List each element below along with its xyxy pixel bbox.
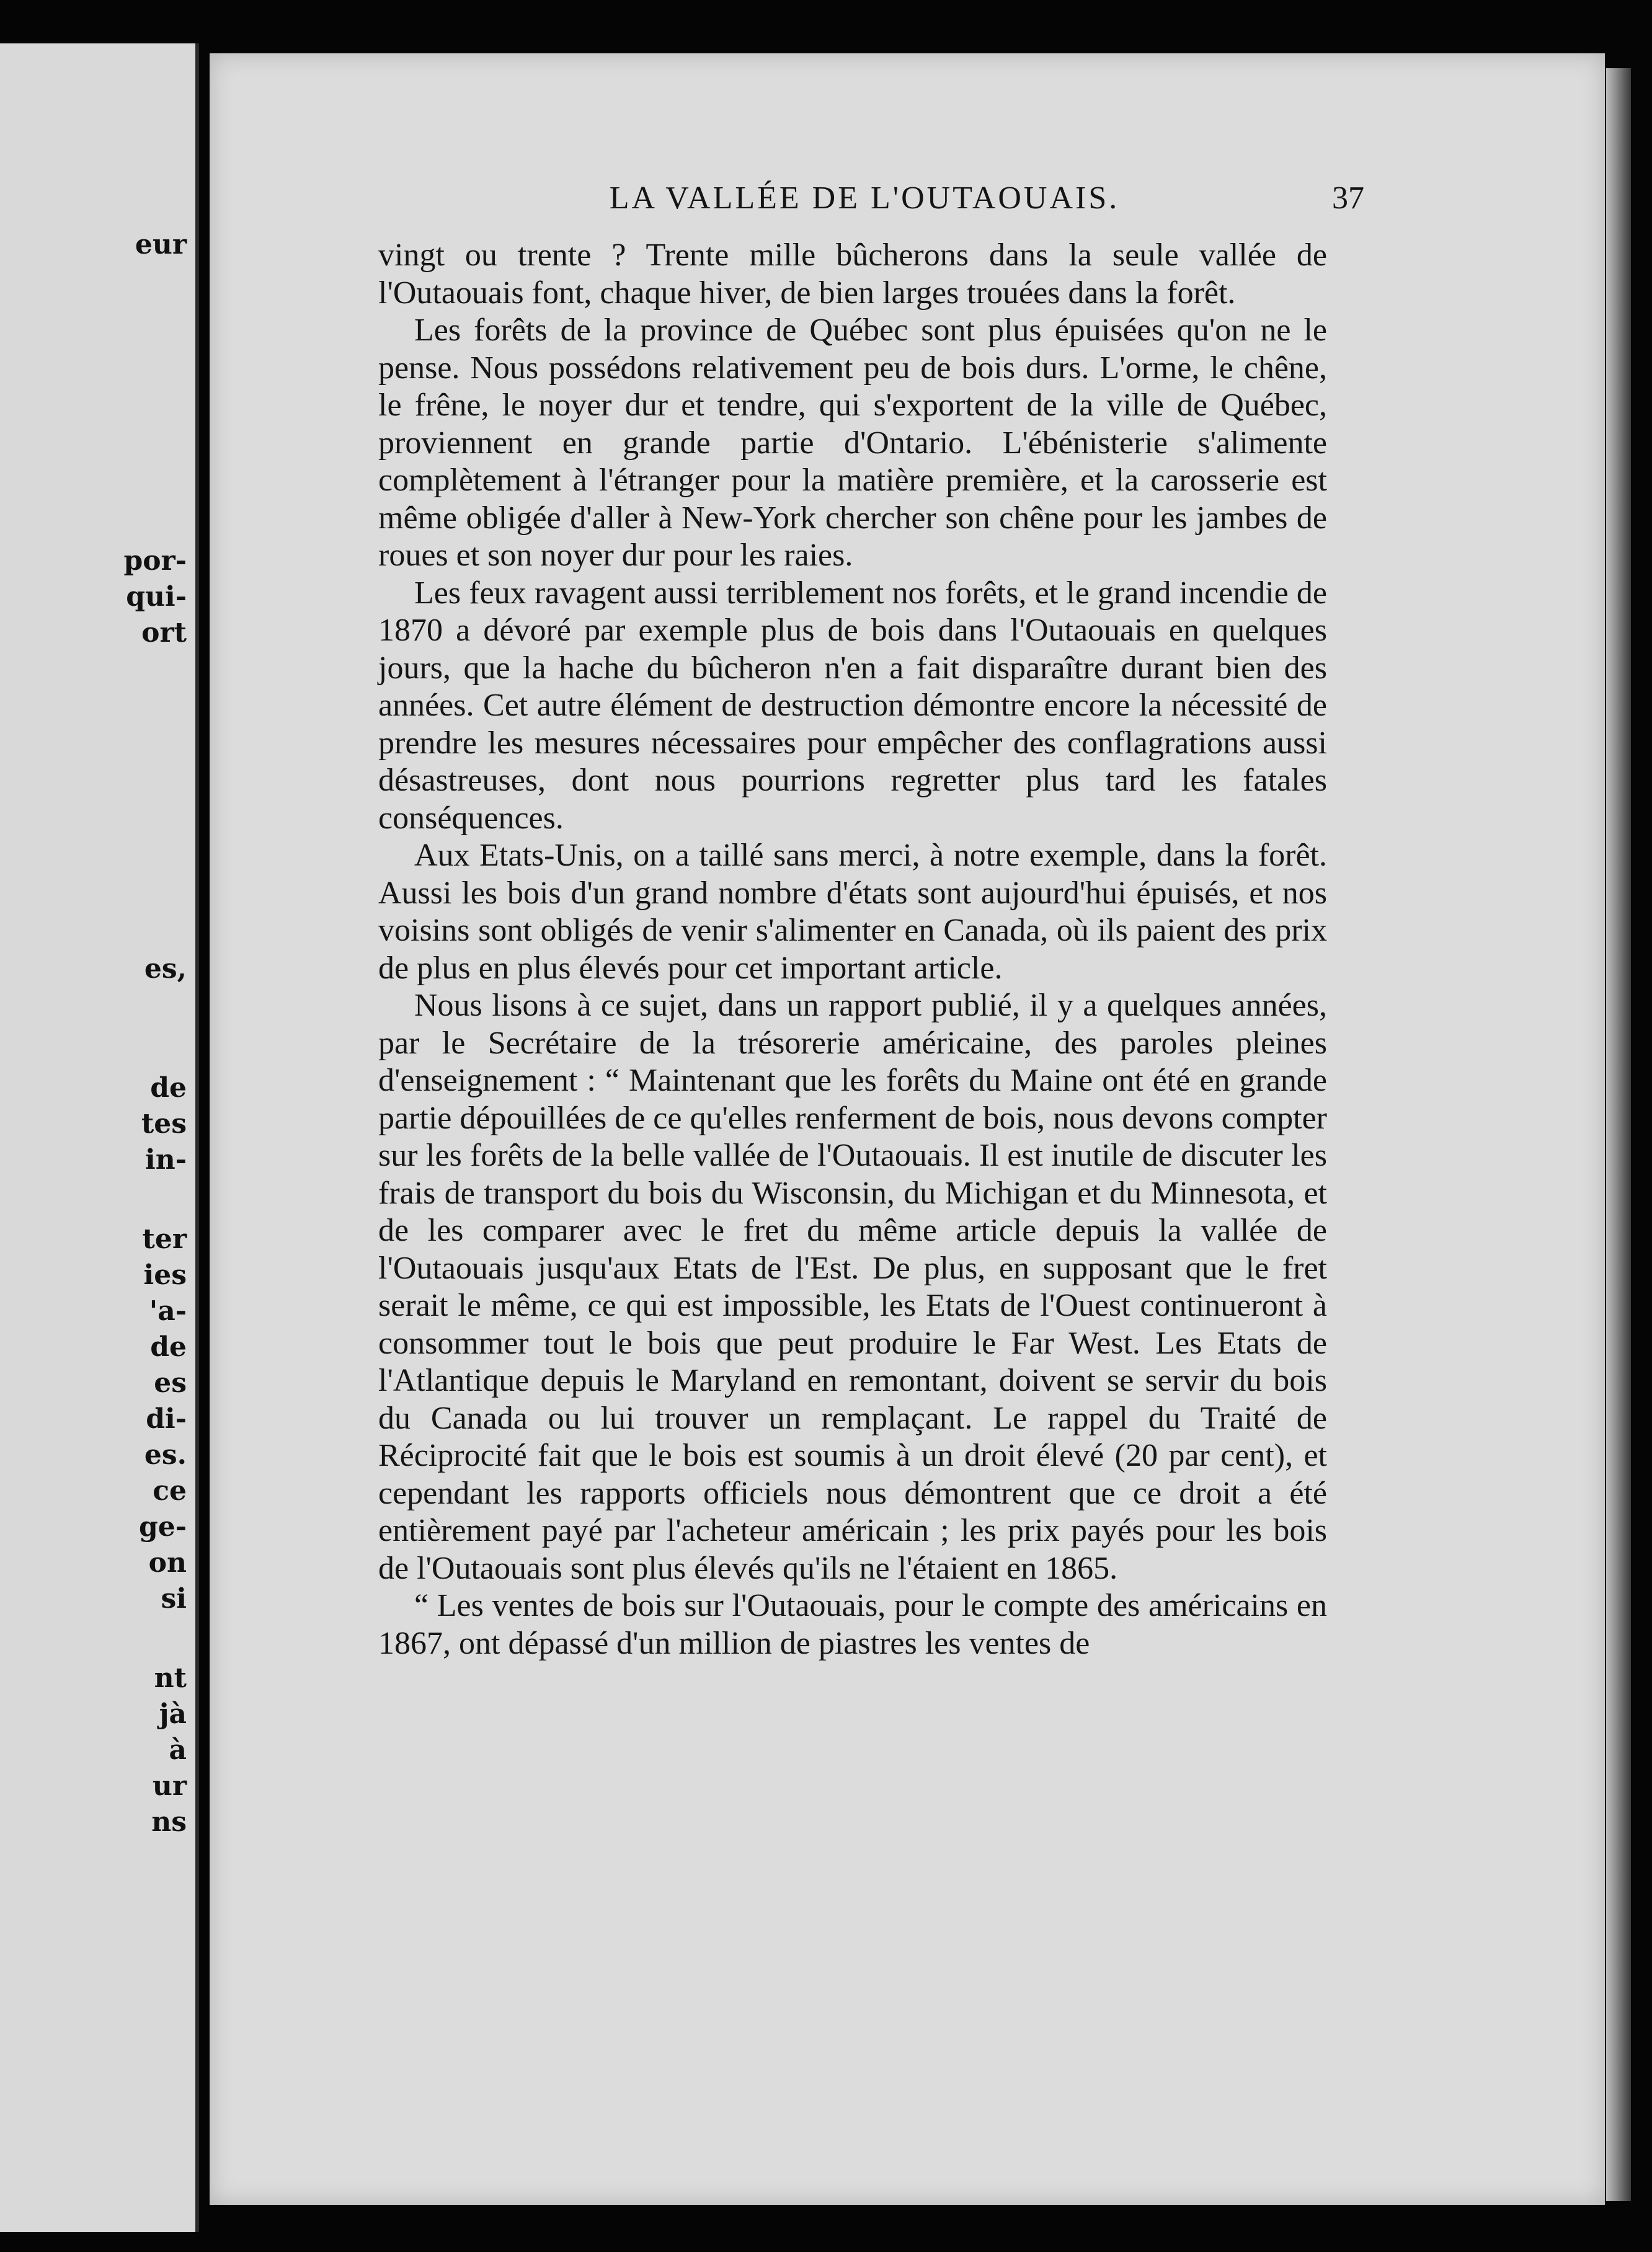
paragraph: “ Les ventes de bois sur l'Outaouais, pour le compte des américains en 1867, ont dépassé d'un million de piastres les ventes de [378, 1588, 1327, 1661]
left-page-fragment: qui- [126, 581, 187, 613]
left-page-fragment: de [150, 1072, 187, 1104]
left-page-fragment: es [154, 1367, 187, 1399]
left-page-fragment: ort [141, 617, 187, 649]
left-page-fragment: à [169, 1734, 187, 1766]
page-edge-shadow [1606, 68, 1631, 2201]
paragraph: Aux Etats-Unis, on a taillé sans merci, à notre exemple, dans la forêt. Aussi les bois d'un grand nombre d'états sont aujourd'hui épuisés, et nos voisins sont obligés de venir s'alimenter en Canada, où ils paient des prix de plus en plus élevés pour cet important article. [378, 838, 1327, 986]
left-page-fragment: es, [144, 953, 187, 985]
left-page-fragment: ur [152, 1770, 187, 1802]
left-page-fragment: tes [141, 1108, 187, 1140]
left-page-fragment: 'a- [149, 1295, 187, 1327]
left-page-fragment: si [161, 1583, 187, 1615]
paragraph: Les feux ravagent aussi terriblement nos forêts, et le grand incendie de 1870 a dévoré par exemple plus de bois dans l'Outaouais en quelques jours, que la hache du bûcheron n'en a fait disparaître durant bien des années. Cet autre élément de destruction démontre encore la nécessité de prendre les mesures nécessaires pour empêcher des conflagrations aussi désastreuses, dont nous pourrions regretter plus tard les fatales conséquences. [378, 575, 1327, 836]
left-page-fragment: on [148, 1547, 187, 1579]
running-title: LA VALLÉE DE L'OUTAOUAIS. [609, 180, 1120, 216]
left-page-fragment: ge- [138, 1511, 187, 1543]
left-page-fragment: ies [143, 1259, 187, 1291]
left-page-fragment: es. [144, 1439, 187, 1471]
left-page-fragment: di- [146, 1403, 187, 1435]
paragraph: Les forêts de la province de Québec sont plus épuisées qu'on ne le pense. Nous possédons relativement peu de bois durs. L'orme, le chêne, le frêne, le noyer dur et tendre, qui s'exportent de la ville de Québec, proviennent en grande partie d'Ontario. L'ébénisterie s'alimente complètement à l'étranger pour la matière première, et la carosserie est même obligée d'aller à New-York chercher son chêne pour les jambes de roues et son noyer dur pour les raies. [378, 313, 1327, 573]
left-page-fragment: ce [153, 1475, 187, 1507]
left-page-fragment: eur [135, 229, 187, 260]
left-page-fragment: por- [123, 545, 187, 577]
left-page-fragment: ns [151, 1806, 187, 1838]
left-page-fragment: ter [142, 1223, 187, 1255]
left-page-fragment: nt [154, 1662, 187, 1694]
left-facing-page [0, 43, 199, 2232]
left-page-fragment: in- [145, 1144, 187, 1176]
page-number: 37 [1332, 180, 1364, 216]
left-page-fragment: de [150, 1331, 187, 1363]
paragraph: vingt ou trente ? Trente mille bûcherons dans la seule vallée de l'Outaouais font, chaque hiver, de bien larges trouées dans la forêt. [378, 237, 1327, 311]
paragraph: Nous lisons à ce sujet, dans un rapport publié, il y a quelques années, par le Secrétaire de la trésorerie américaine, des paroles pleines d'enseignement : “ Maintenant que les forêts du Maine ont été en grande partie dépouillées de ce qu'elles renferment de bois, nous devons compter sur les forêts de la belle vallée de l'Outaouais. Il est inutile de discuter les frais de transport du bois du Wisconsin, du Michigan et du Minnesota, et de les comparer avec le fret du même article depuis la vallée de l'Outaouais jusqu'aux Etats de l'Est. De plus, en supposant que le fret serait le même, ce qui est impossible, les Etats de l'Ouest continueront à consommer tout le bois que peut produire le Far West. Les Etats de l'Atlantique depuis le Maryland en remontant, doivent se servir du bois du Canada ou lui trouver un remplaçant. Le rappel du Traité de Réciprocité fait que le bois est soumis à un droit élevé (20 par cent), et cependant les rapports officiels nous démontrent que ce droit a été entièrement payé par l'acheteur américain ; les prix payés pour les bois de l'Outaouais sont plus élevés qu'ils ne l'étaient en 1865. [378, 988, 1327, 1586]
page-body [378, 237, 1327, 1662]
left-page-fragment: jà [159, 1698, 187, 1730]
